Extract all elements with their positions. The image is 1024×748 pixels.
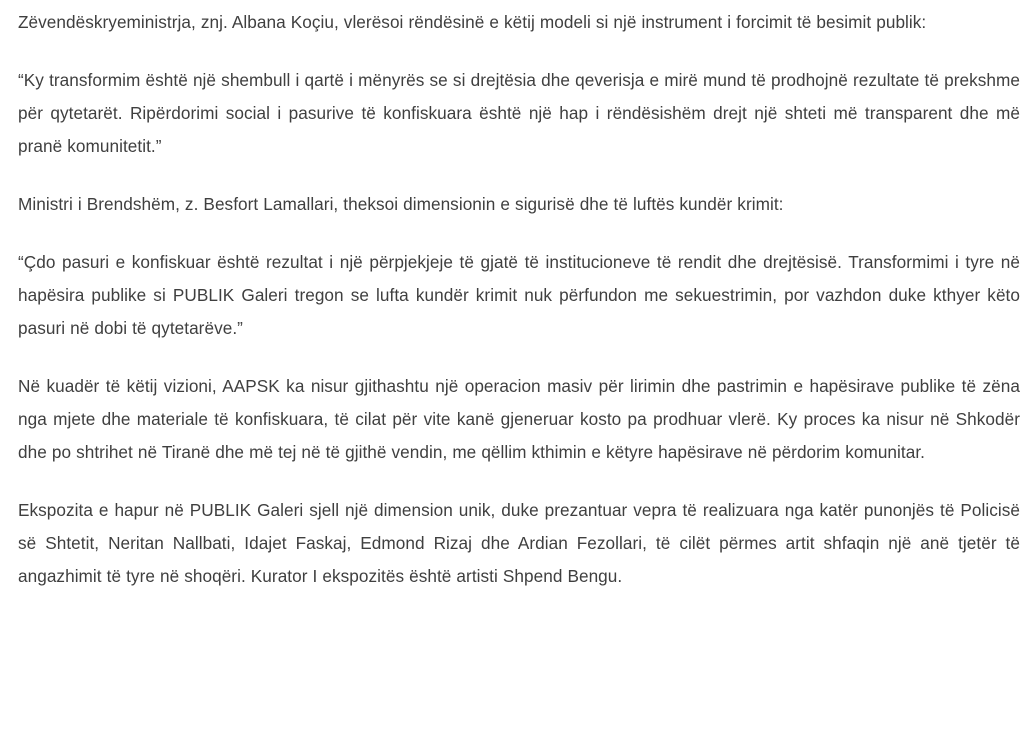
paragraph: Ekspozita e hapur në PUBLIK Galeri sjell një dimension unik, duke prezantuar vepra të realizuara nga katër punonjës të Policisë së Shtetit, Neritan Nallbati, Idajet Faskaj, Edmond Rizaj dhe Ardian Fezollari, të cilët përmes artit shfaqin një anë tjetër të angazhimit të tyre në shoqëri. Kurator I ekspozitës është artisti Shpend Bengu. (18, 500, 1020, 586)
paragraph: Zëvendëskryeministrja, znj. Albana Koçiu, vlerësoi rëndësinë e këtij modeli si një instrument i forcimit të besimit publik: (18, 12, 927, 32)
paragraph-quote: “Ky transformim është një shembull i qartë i mënyrës se si drejtësia dhe qeverisja e mirë mund të prodhojnë rezultate të prekshme për qytetarët. Ripërdorimi social i pasurive të konfiskuara është një hap i rëndësishëm drejt një shteti më transparent dhe më pranë komunitetit.” (18, 70, 1020, 156)
paragraph: Në kuadër të këtij vizioni, AAPSK ka nisur gjithashtu një operacion masiv për lirimin dhe pastrimin e hapësirave publike të zëna nga mjete dhe materiale të konfiskuara, të cilat për vite kanë gjeneruar kosto pa prodhuar vlerë. Ky proces ka nisur në Shkodër dhe po shtrihet në Tiranë dhe më tej në të gjithë vendin, me qëllim kthimin e këtyre hapësirave në përdorim komunitar. (18, 376, 1020, 462)
paragraph-quote: “Çdo pasuri e konfiskuar është rezultat i një përpjekjeje të gjatë të institucioneve të rendit dhe drejtësisë. Transformimi i tyre në hapësira publike si PUBLIK Galeri tregon se lufta kundër krimit nuk përfundon me sekuestrimin, por vazhdon duke kthyer këto pasuri në dobi të qytetarëve.” (18, 252, 1020, 338)
paragraph: Ministri i Brendshëm, z. Besfort Lamallari, theksoi dimensionin e sigurisë dhe të luftës kundër krimit: (18, 194, 784, 214)
